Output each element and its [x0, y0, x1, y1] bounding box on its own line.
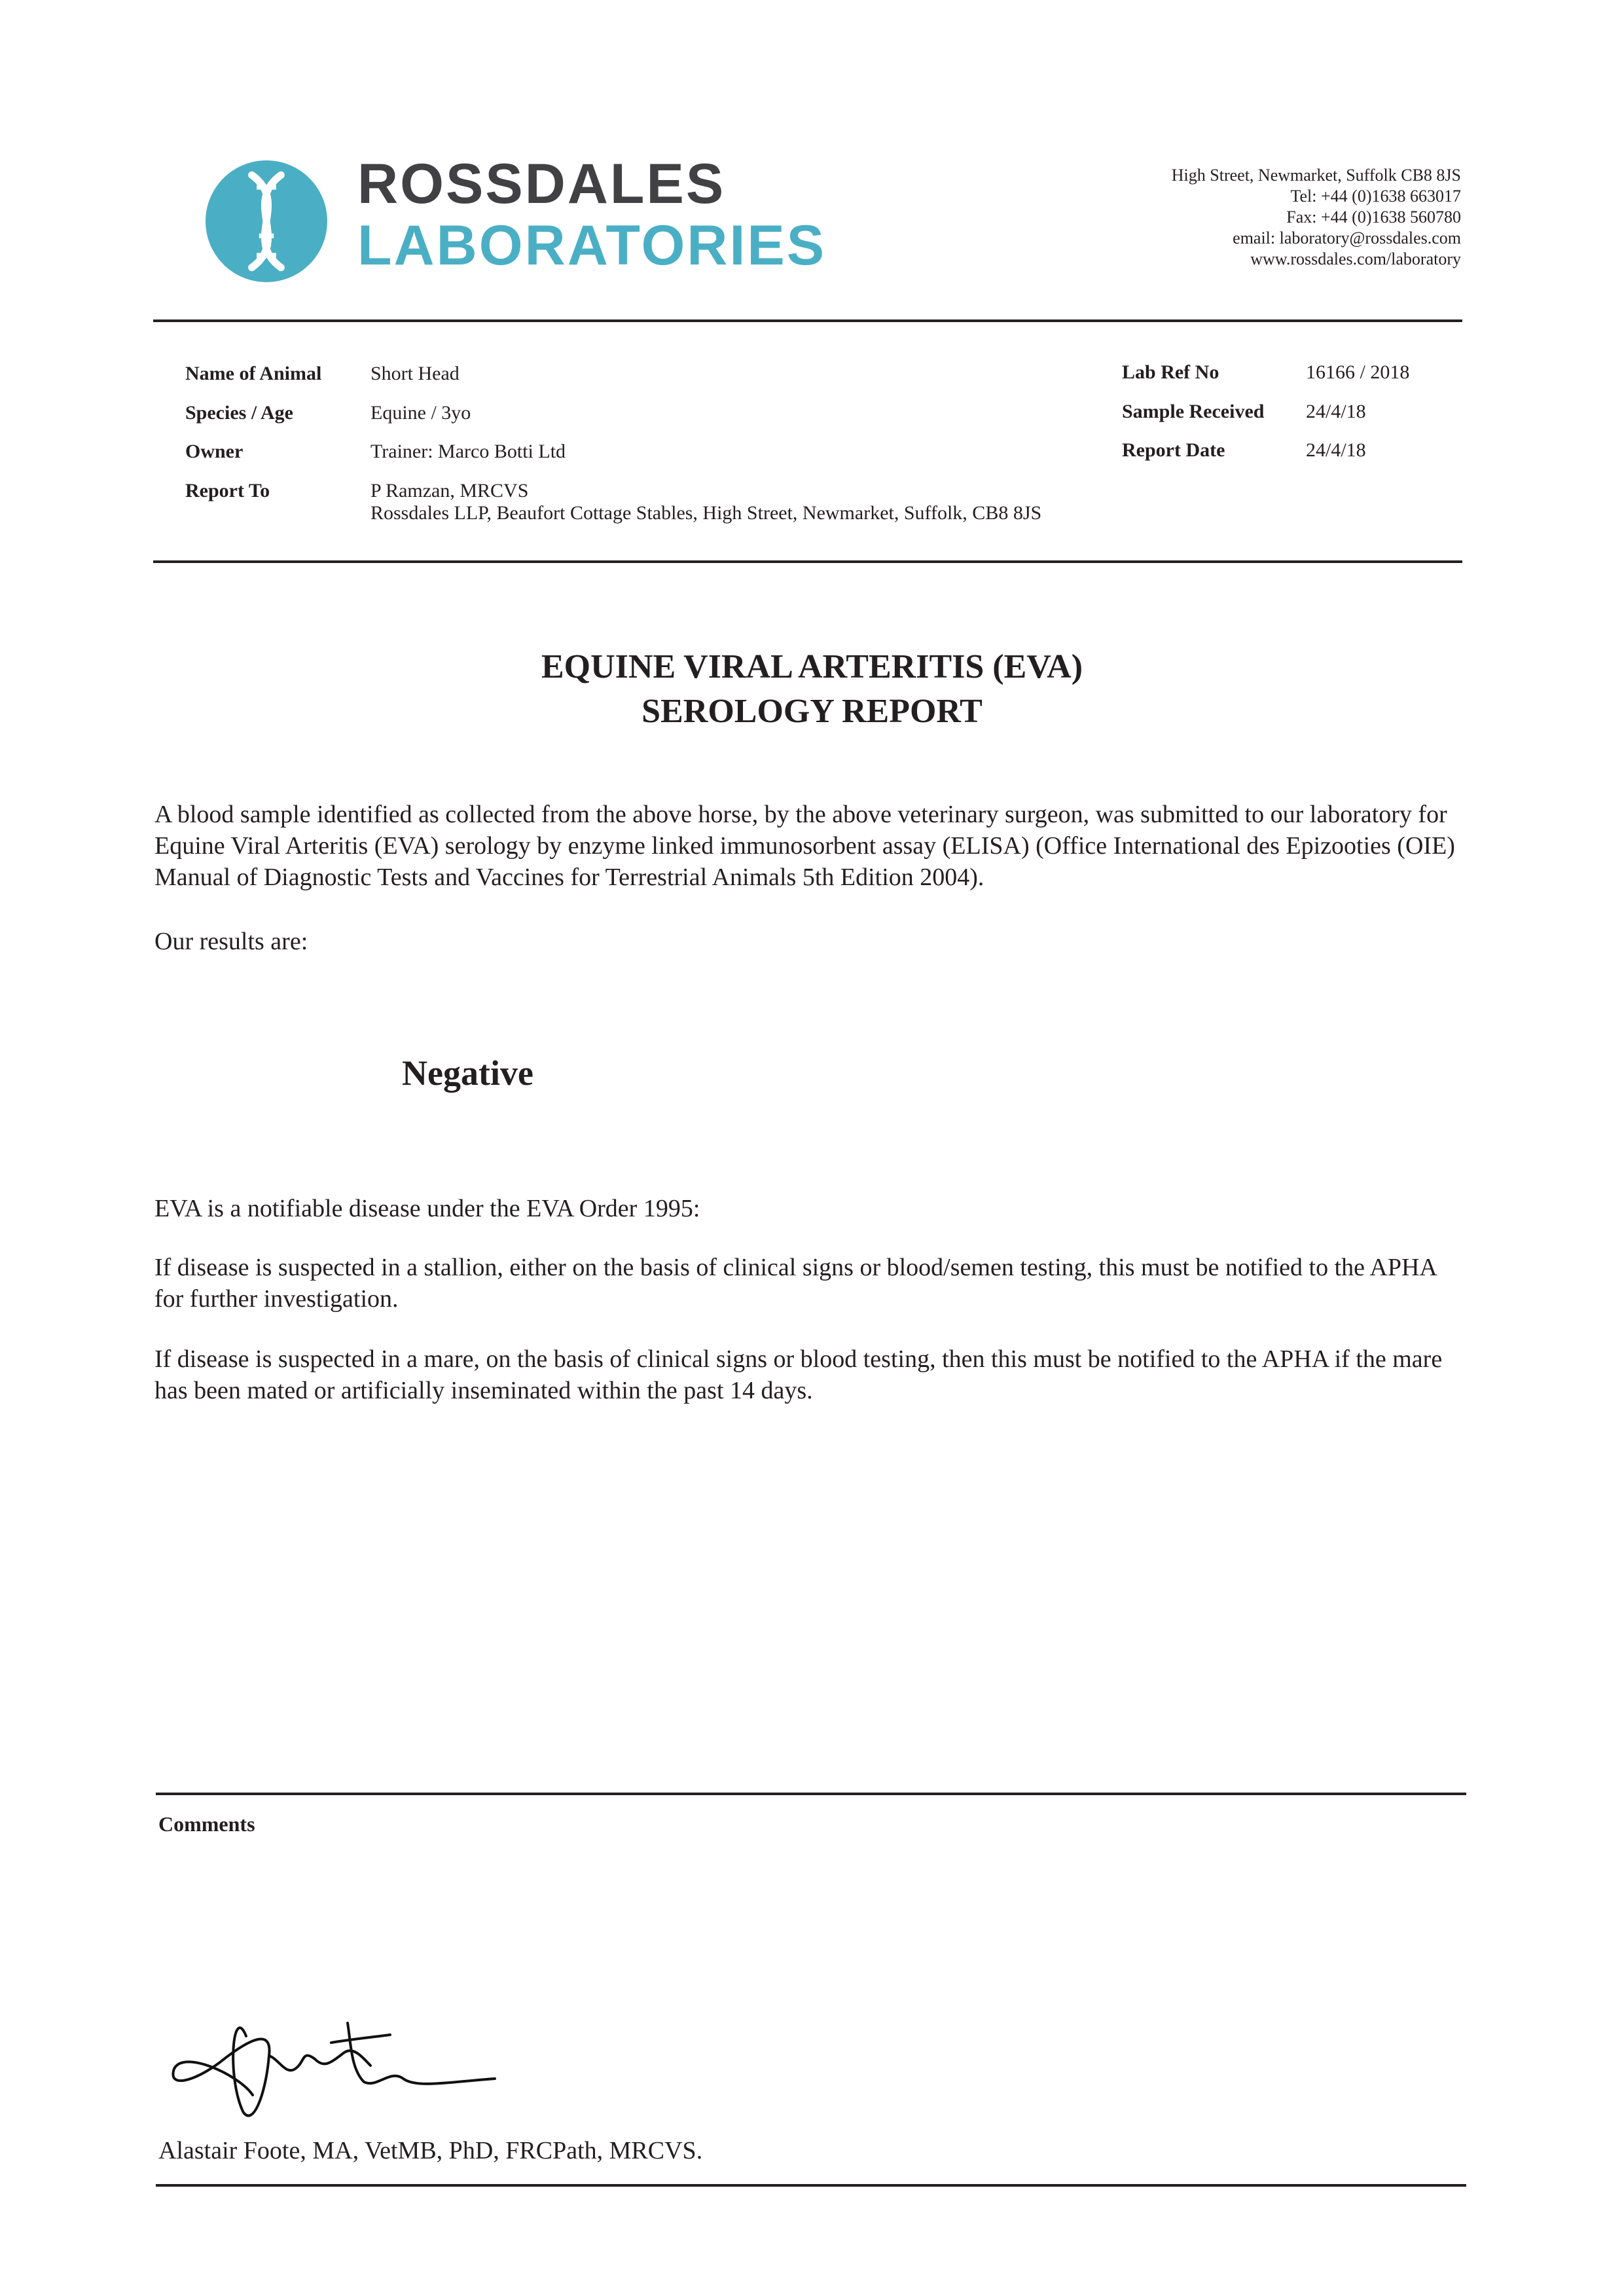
details-divider	[153, 560, 1462, 563]
signatory-name: Alastair Foote, MA, VetMB, PhD, FRCPath, MRCVS.	[158, 2137, 703, 2164]
report-title-line1: EQUINE VIRAL ARTERITIS (EVA)	[541, 648, 1083, 685]
contact-block	[1172, 165, 1461, 270]
report-title	[0, 645, 1624, 734]
lab-ref-label: Lab Ref No	[1122, 361, 1219, 383]
name-of-animal-value: Short Head	[370, 363, 460, 384]
report-to-address: Rossdales LLP, Beaufort Cottage Stables, High Street, Newmarket, Suffolk, CB8 8JS	[370, 502, 1042, 524]
telephone: Tel: +44 (0)1638 663017	[1290, 187, 1461, 206]
brand-name-line1: ROSSDALES	[357, 153, 726, 215]
notifiable-statement: EVA is a notifiable disease under the EVA Order 1995:	[154, 1195, 700, 1222]
brand-name-line2: LABORATORIES	[357, 214, 827, 277]
fax: Fax: +44 (0)1638 560780	[1286, 208, 1461, 227]
sample-received-label: Sample Received	[1122, 401, 1265, 422]
stallion-note: If disease is suspected in a stallion, either on the basis of clinical signs or blood/semen testing, this must be notified to the APHA for further investigation.	[154, 1254, 1436, 1313]
report-date-value: 24/4/18	[1306, 439, 1366, 461]
comments-divider	[156, 1793, 1466, 1795]
name-of-animal-label: Name of Animal	[185, 363, 322, 384]
report-title-line2: SEROLOGY REPORT	[641, 693, 983, 730]
report-to-label: Report To	[185, 480, 270, 501]
address: High Street, Newmarket, Suffolk CB8 8JS	[1171, 166, 1461, 185]
report-to-name: P Ramzan, MRCVS	[370, 480, 529, 501]
owner-value: Trainer: Marco Botti Ltd	[370, 441, 566, 462]
sample-received-value: 24/4/18	[1306, 401, 1366, 422]
email: email: laboratory@rossdales.com	[1233, 228, 1461, 247]
mare-note: If disease is suspected in a mare, on the basis of clinical signs or blood testing, then this must be notified to the APHA if the mare has been mated or artificially inseminated within the past 14 days.	[154, 1345, 1443, 1404]
comments-label: Comments	[158, 1812, 255, 1836]
results-intro: Our results are:	[154, 928, 308, 955]
owner-label: Owner	[185, 441, 244, 462]
species-age-value: Equine / 3yo	[370, 402, 471, 424]
dna-helix-icon	[206, 160, 327, 282]
header-divider	[153, 319, 1462, 322]
signature	[154, 1997, 508, 2128]
lab-ref-value: 16166 / 2018	[1306, 361, 1410, 383]
report-date-label: Report Date	[1122, 439, 1225, 461]
intro-paragraph: A blood sample identified as collected from the above horse, by the above veterinary surgeon, was submitted to our laboratory for Equine Viral Arteritis (EVA) serology by enzyme linked immunosorbent assay (ELISA) (Office International des Epizooties (OIE) Manual of Diagnostic Tests and Vaccines for Terrestrial Animals 5th Edition 2004).	[154, 801, 1455, 891]
species-age-label: Species / Age	[185, 402, 293, 424]
footer-divider	[156, 2184, 1466, 2187]
result-value: Negative	[402, 1053, 533, 1093]
website: www.rossdales.com/laboratory	[1250, 249, 1461, 268]
